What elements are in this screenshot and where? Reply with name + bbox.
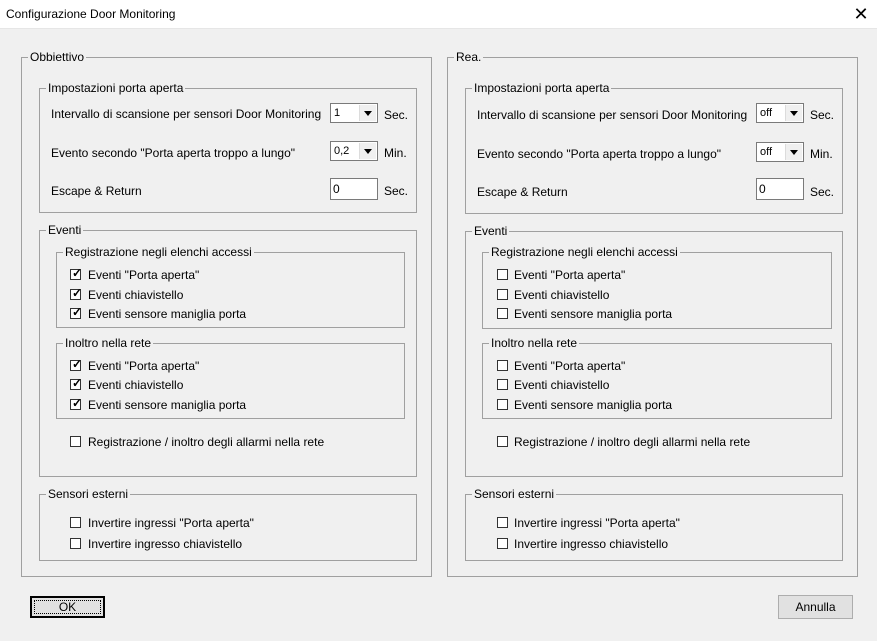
left-event-unit: Min. (384, 146, 407, 160)
ok-button-label: OK (58, 600, 77, 614)
right-reg-checkbox-2[interactable] (497, 289, 508, 300)
right-sensor-label-1: Invertire ingressi "Porta aperta" (514, 516, 680, 530)
right-forwarding-title: Inoltro nella rete (491, 336, 578, 350)
left-escape-value: 0 (333, 182, 340, 196)
checkmark-icon: ✓ (72, 266, 83, 280)
right-event-value: off (760, 146, 773, 158)
chevron-down-icon[interactable] (359, 105, 376, 121)
close-icon[interactable]: ✕ (853, 4, 869, 24)
left-escape-unit: Sec. (384, 184, 409, 198)
right-fwd-label-3: Eventi sensore maniglia porta (514, 398, 673, 412)
left-alarms-checkbox[interactable] (70, 436, 81, 447)
checkmark-icon: ✓ (72, 286, 83, 300)
panel-left-title: Obbiettivo (30, 50, 85, 64)
right-alarms-checkbox[interactable] (497, 436, 508, 447)
right-sensor-checkbox-1[interactable] (497, 517, 508, 528)
left-sensor-label-1: Invertire ingressi "Porta aperta" (88, 516, 254, 530)
focus-rect (34, 600, 101, 614)
left-reg-label-3: Eventi sensore maniglia porta (88, 307, 247, 321)
right-event-label: Evento secondo "Porta aperta troppo a lungo" (477, 147, 722, 161)
right-events-title: Eventi (474, 224, 508, 238)
right-escape-value: 0 (759, 182, 766, 196)
right-sensor-label-2: Invertire ingresso chiavistello (514, 537, 669, 551)
checkmark-icon: ✓ (72, 305, 83, 319)
left-event-select[interactable] (330, 141, 378, 161)
right-scan-label: Intervallo di scansione per sensori Door Monitoring (477, 108, 748, 122)
right-escape-label: Escape & Return (477, 185, 568, 199)
left-fwd-checkbox-3[interactable] (70, 396, 83, 410)
left-reg-checkbox-1[interactable] (70, 266, 83, 280)
left-fwd-checkbox-1[interactable] (70, 357, 83, 371)
chevron-down-icon[interactable] (785, 105, 802, 121)
left-reg-label-1: Eventi "Porta aperta" (88, 268, 200, 282)
left-fwd-checkbox-2[interactable] (70, 376, 83, 390)
right-escape-unit: Sec. (810, 185, 835, 199)
checkmark-icon: ✓ (72, 357, 83, 371)
ok-button[interactable] (30, 596, 105, 618)
left-sensor-checkbox-1[interactable] (70, 517, 81, 528)
right-reg-label-2: Eventi chiavistello (514, 288, 610, 302)
left-fwd-label-3: Eventi sensore maniglia porta (88, 398, 247, 412)
right-event-select[interactable] (756, 142, 804, 162)
left-scan-value: 1 (334, 107, 341, 119)
left-scan-unit: Sec. (384, 108, 409, 122)
panel-right-title: Rea. (456, 50, 482, 64)
right-reg-checkbox-1[interactable] (497, 269, 508, 280)
right-fwd-checkbox-3[interactable] (497, 399, 508, 410)
right-scan-select[interactable] (756, 103, 804, 123)
chevron-down-icon[interactable] (359, 143, 376, 159)
right-sensor-checkbox-2[interactable] (497, 538, 508, 549)
right-sensors-title: Sensori esterni (474, 487, 555, 501)
cancel-button[interactable] (778, 595, 853, 619)
left-reg-checkbox-3[interactable] (70, 305, 83, 319)
right-scan-value: off (760, 107, 773, 119)
right-registration-title: Registrazione negli elenchi accessi (491, 245, 678, 259)
left-events-title: Eventi (48, 223, 82, 237)
right-reg-label-3: Eventi sensore maniglia porta (514, 307, 673, 321)
right-event-unit: Min. (810, 147, 833, 161)
left-fwd-label-2: Eventi chiavistello (88, 378, 184, 392)
right-escape-input[interactable] (756, 178, 804, 200)
left-sensor-checkbox-2[interactable] (70, 538, 81, 549)
left-registration-title: Registrazione negli elenchi accessi (65, 245, 252, 259)
left-alarms-label: Registrazione / inoltro degli allarmi nella rete (88, 435, 325, 449)
left-scan-label: Intervallo di scansione per sensori Door Monitoring (51, 107, 322, 121)
right-fwd-label-2: Eventi chiavistello (514, 378, 610, 392)
left-fwd-label-1: Eventi "Porta aperta" (88, 359, 200, 373)
right-settings-title: Impostazioni porta aperta (474, 81, 610, 95)
chevron-down-icon[interactable] (785, 144, 802, 160)
right-fwd-label-1: Eventi "Porta aperta" (514, 359, 626, 373)
left-event-label: Evento secondo "Porta aperta troppo a lungo" (51, 146, 296, 160)
left-sensor-label-2: Invertire ingresso chiavistello (88, 537, 243, 551)
left-sensors-title: Sensori esterni (48, 487, 129, 501)
right-reg-checkbox-3[interactable] (497, 308, 508, 319)
checkmark-icon: ✓ (72, 376, 83, 390)
cancel-button-label: Annulla (795, 600, 836, 614)
right-fwd-checkbox-1[interactable] (497, 360, 508, 371)
left-escape-label: Escape & Return (51, 184, 142, 198)
left-settings-title: Impostazioni porta aperta (48, 81, 184, 95)
checkmark-icon: ✓ (72, 396, 83, 410)
right-fwd-checkbox-2[interactable] (497, 379, 508, 390)
left-forwarding-title: Inoltro nella rete (65, 336, 152, 350)
left-event-value: 0,2 (334, 145, 350, 157)
window-title: Configurazione Door Monitoring (6, 7, 176, 21)
right-alarms-label: Registrazione / inoltro degli allarmi nella rete (514, 435, 751, 449)
right-reg-label-1: Eventi "Porta aperta" (514, 268, 626, 282)
left-reg-label-2: Eventi chiavistello (88, 288, 184, 302)
left-scan-select[interactable] (330, 103, 378, 123)
left-reg-checkbox-2[interactable] (70, 286, 83, 300)
left-escape-input[interactable] (330, 178, 378, 200)
right-scan-unit: Sec. (810, 108, 835, 122)
